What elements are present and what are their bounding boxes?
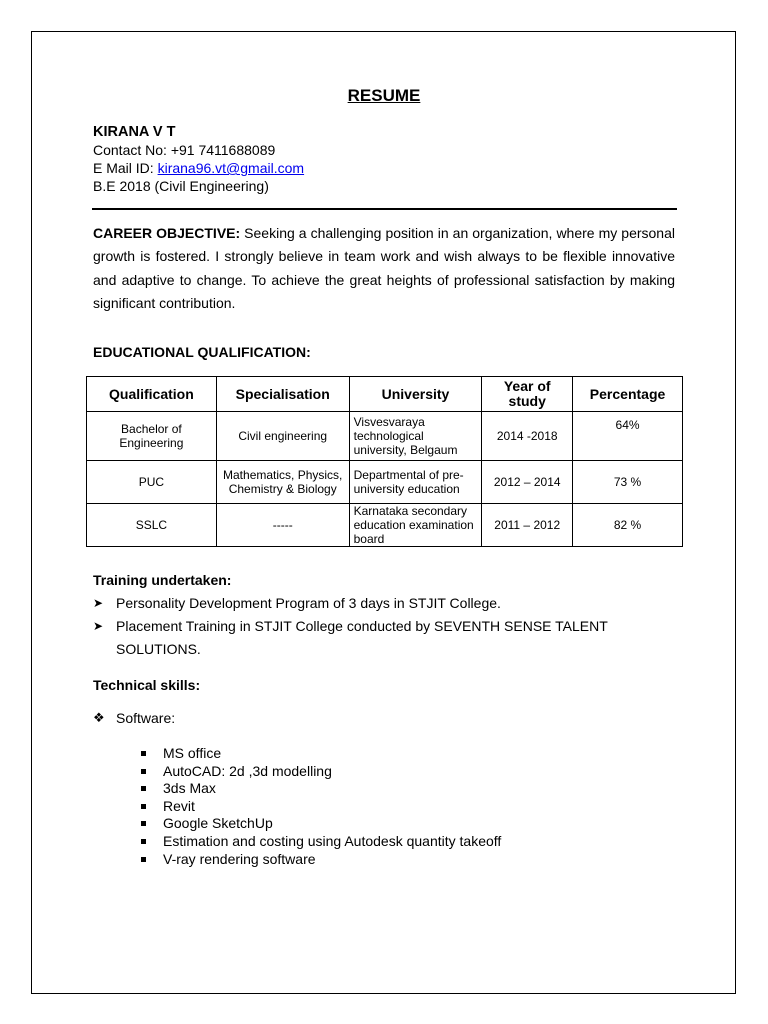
training-item-text: Personality Development Program of 3 days in STJIT College. (116, 595, 501, 611)
table-row (87, 412, 683, 461)
degree-line: B.E 2018 (Civil Engineering) (93, 178, 269, 194)
list-item (93, 709, 175, 727)
software-list (140, 745, 501, 868)
cell-qualification: Bachelor of Engineering (87, 412, 217, 461)
cell-university: Departmental of pre-university education (349, 461, 482, 504)
square-bullet-icon (141, 857, 146, 862)
email-line (93, 159, 304, 177)
cell-percentage: 64% (573, 412, 683, 461)
email-link[interactable]: kirana96.vt@gmail.com (157, 160, 305, 176)
training-item-text: Placement Training in STJIT College conducted by SEVENTH SENSE TALENT SOLUTIONS. (116, 618, 608, 657)
skills-heading: Technical skills: (93, 677, 201, 693)
list-item (140, 780, 501, 798)
list-item (140, 763, 501, 781)
list-item (140, 833, 501, 851)
list-item (93, 615, 656, 661)
arrow-bullet-icon: ➤ (93, 619, 104, 633)
software-item: V-ray rendering software (163, 850, 316, 867)
list-item (140, 815, 501, 833)
phone-line: Contact No: +91 7411688089 (93, 142, 276, 158)
cell-year: 2011 – 2012 (482, 504, 573, 547)
square-bullet-icon (141, 804, 146, 809)
cell-university: Visvesvaraya technological university, Belgaum (349, 412, 482, 461)
career-objective (93, 222, 675, 315)
cell-year: 2012 – 2014 (482, 461, 573, 504)
square-bullet-icon (141, 769, 146, 774)
header-percentage: Percentage (573, 377, 683, 412)
cell-university: Karnataka secondary education examination board (349, 504, 482, 547)
list-item (140, 851, 501, 869)
square-bullet-icon (141, 821, 146, 826)
diamond-bullet-icon: ❖ (93, 710, 105, 725)
cell-specialisation: Mathematics, Physics, Chemistry & Biology (216, 461, 349, 504)
arrow-bullet-icon: ➤ (93, 596, 104, 610)
objective-text: Seeking a challenging position in an organization, where my personal growth is fostered. I strongly believe in team work and wish always to be flexible innovative and adaptive to change. To achieve the great heights of professional satisfaction by making significant contribution. (93, 225, 675, 311)
software-item: AutoCAD: 2d ,3d modelling (163, 762, 332, 779)
software-item: Estimation and costing using Autodesk quantity takeoff (163, 832, 502, 849)
training-heading: Training undertaken: (93, 572, 232, 588)
header-university: University (349, 377, 482, 412)
square-bullet-icon (141, 786, 146, 791)
table-header-row (87, 377, 683, 412)
education-table (86, 376, 683, 547)
candidate-name: KIRANA V T (93, 124, 176, 140)
cell-qualification: PUC (87, 461, 217, 504)
cell-percentage: 82 % (573, 504, 683, 547)
contact-block (93, 123, 304, 195)
header-qualification: Qualification (87, 377, 217, 412)
list-item (140, 798, 501, 816)
header-divider (92, 208, 677, 210)
email-label: E Mail ID: (93, 160, 158, 176)
cell-percentage: 73 % (573, 461, 683, 504)
training-list (93, 592, 656, 661)
skills-category-label: Software: (116, 710, 176, 726)
software-item: Revit (163, 797, 195, 814)
square-bullet-icon (141, 839, 146, 844)
header-year: Year of study (482, 377, 573, 412)
software-item: Google SketchUp (163, 815, 273, 832)
header-specialisation: Specialisation (216, 377, 349, 412)
list-item (93, 592, 656, 615)
cell-specialisation: Civil engineering (216, 412, 349, 461)
software-item: MS office (163, 745, 222, 761)
square-bullet-icon (141, 751, 146, 756)
education-heading: EDUCATIONAL QUALIFICATION: (93, 344, 311, 360)
table-row (87, 461, 683, 504)
cell-year: 2014 -2018 (482, 412, 573, 461)
objective-label: CAREER OBJECTIVE: (93, 225, 241, 241)
skills-category (93, 709, 175, 727)
table-row (87, 504, 683, 547)
cell-specialisation: ----- (216, 504, 349, 547)
page-title: RESUME (347, 86, 421, 105)
software-item: 3ds Max (163, 780, 216, 797)
list-item (140, 745, 501, 763)
cell-qualification: SSLC (87, 504, 217, 547)
